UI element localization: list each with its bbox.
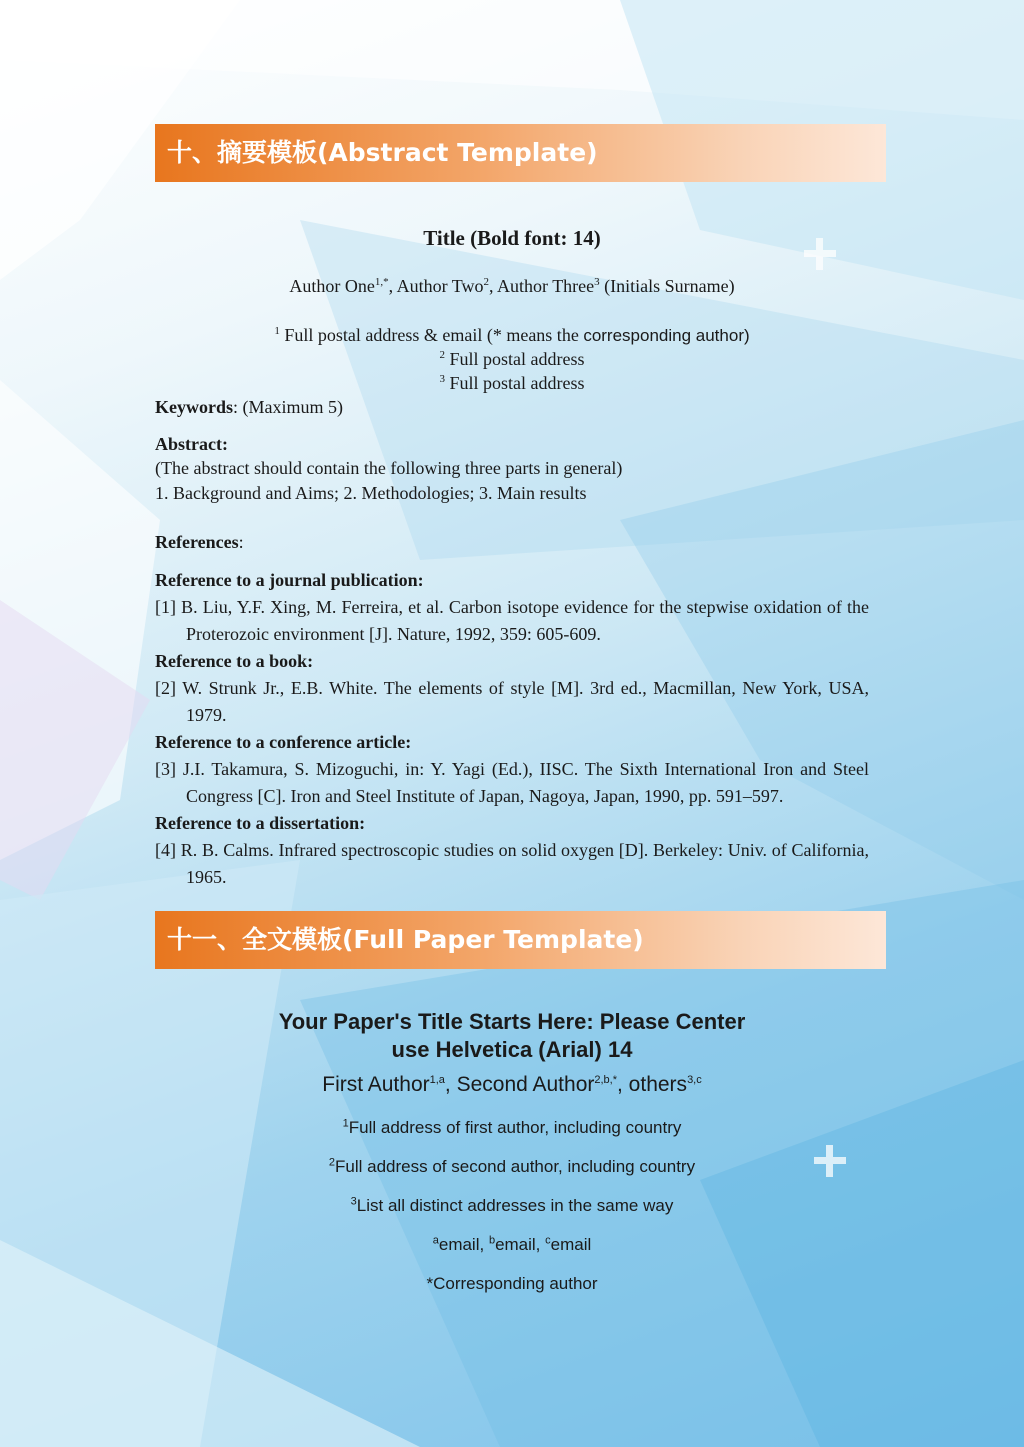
abstract-title: Title (Bold font: 14) [423,226,601,250]
paper-address-3: $^3$List all distinct addresses in the same way [350,1195,674,1215]
paper-authors: First Author$^{1,a}$, Second Author$^{2,b,*}$, others$^{3,c}$ [322,1073,702,1096]
abstract-authors: Author One$^{1,*}$, Author Two$^2$, Author Three$^3$ (Initials Surname) [289,276,735,296]
abstract-line-1: (The abstract should contain the following three parts in general) [155,458,623,478]
paper-title: Your Paper's Title Starts Here: Please Center use Helvetica (Arial) 14 [278,1009,746,1062]
reference-heading: Reference to a conference article: [155,732,412,752]
affiliation-2: $^2$ Full postal address [439,349,585,369]
abstract-label: Abstract: [155,434,228,454]
section-10-heading: 十、摘要模板(Abstract Template) [155,124,886,182]
abstract-line-2: 1. Background and Aims; 2. Methodologies; 3. Main results [155,483,587,503]
reference-item: [1] B. Liu, Y.F. Xing, M. Ferreira, et al. Carbon isotope evidence for the stepwise oxidation of the Proterozoic environment [J]. Nature, 1992, 359: 605-609. [155,597,869,644]
affiliation-3: $^3$ Full postal address [439,373,585,393]
reference-heading: Reference to a book: [155,651,314,671]
affiliation-1: $^1$ Full postal address & email (* means the corresponding author) [274,325,750,345]
reference-item: [2] W. Strunk Jr., E.B. White. The elements of style [M]. 3rd ed., Macmillan, New York, USA, 1979. [155,678,869,725]
keywords-line: Keywords: (Maximum 5) [155,397,343,417]
paper-emails: $^a$email, $^b$email, $^c$email [432,1234,592,1254]
reference-heading: Reference to a dissertation: [155,813,366,833]
reference-item: [3] J.I. Takamura, S. Mizoguchi, in: Y. Yagi (Ed.), IISC. The Sixth International Iron and Steel Congress [C]. Iron and Steel Institute of Japan, Nagoya, Japan, 1990, pp. 591–597. [155,759,869,806]
reference-heading: Reference to a journal publication: [155,570,424,590]
reference-item: [4] R. B. Calms. Infrared spectroscopic studies on solid oxygen [D]. Berkeley: Univ. of California, 1965. [155,840,869,887]
reference-list [155,567,869,891]
corresponding-author-note: *Corresponding author [426,1274,598,1293]
section-11-heading: 十一、全文模板(Full Paper Template) [155,911,886,969]
references-label: References: [155,532,244,552]
paper-address-1: $^1$Full address of first author, including country [342,1117,682,1137]
paper-address-2: $^2$Full address of second author, including country [328,1156,696,1176]
